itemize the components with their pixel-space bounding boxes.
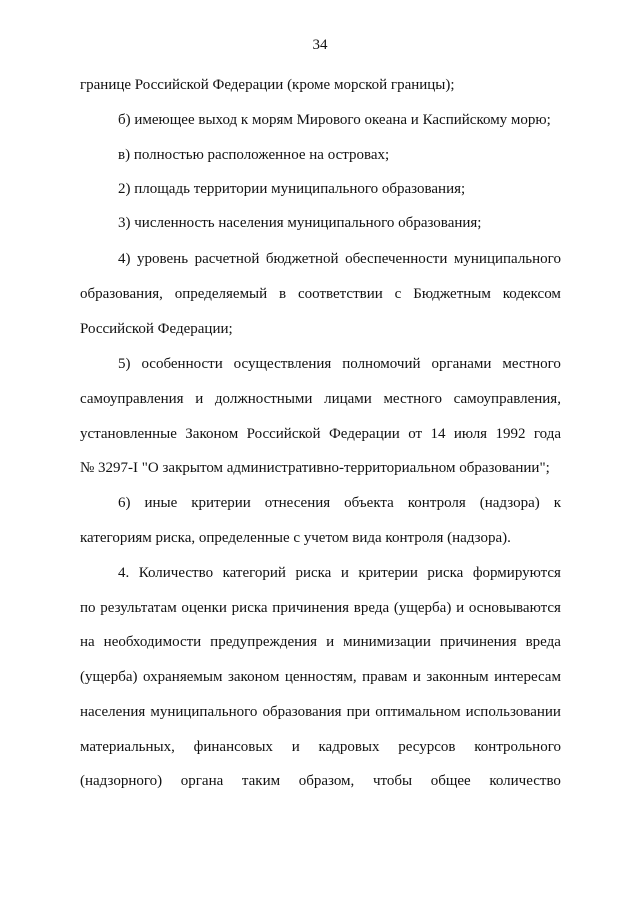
word: от (408, 426, 423, 442)
word: осуществления (233, 356, 332, 372)
word: образования, (80, 286, 163, 302)
word: таким (241, 773, 281, 789)
word: лицами (324, 391, 372, 407)
word: уровень (137, 251, 189, 267)
word: и (456, 600, 465, 616)
text-line: в) полностью расположенное на островах; (118, 147, 390, 163)
word: расчетной (194, 251, 260, 267)
word: 4. (118, 565, 130, 581)
word: критерии (358, 565, 418, 581)
word: кодексом (502, 286, 561, 302)
word: чтобы (372, 773, 413, 789)
word: образом, (298, 773, 355, 789)
text-line: 2) площадь территории муниципального образования; (118, 181, 466, 197)
word: и (340, 565, 349, 581)
word: категорий (222, 565, 286, 581)
word: (надзора) (479, 495, 540, 511)
word: полномочий (342, 356, 421, 372)
text-line: границе Российской Федерации (кроме морской границы); (80, 77, 455, 93)
word: предупреждения (210, 634, 318, 650)
text-line: Российской Федерации; (80, 321, 233, 337)
text-line: 3) численность населения муниципального образования; (118, 215, 482, 231)
text-line (118, 250, 561, 268)
word: Российской (246, 426, 321, 442)
word: по (80, 600, 96, 616)
word: образования (262, 704, 342, 720)
text-line (80, 599, 561, 617)
text-line (80, 285, 561, 303)
word: 14 (430, 426, 446, 442)
word: при (346, 704, 371, 720)
word: минимизации (343, 634, 431, 650)
word: финансовых (193, 739, 273, 755)
word: и (412, 669, 421, 685)
word: Бюджетным (413, 286, 491, 302)
word: особенности (141, 356, 223, 372)
word: оценки (181, 600, 227, 616)
text-line (80, 703, 561, 721)
word: и (326, 634, 335, 650)
word: населения (80, 704, 146, 720)
text-line (80, 633, 561, 651)
word: Количество (138, 565, 214, 581)
text-line: б) имеющее выход к морям Мирового океана и Каспийскому морю; (118, 112, 551, 128)
word: законным (426, 669, 489, 685)
word: с (394, 286, 402, 302)
text-line (80, 738, 561, 756)
word: года (533, 426, 561, 442)
word: установленные (80, 426, 177, 442)
word: Законом (185, 426, 239, 442)
word: июля (453, 426, 488, 442)
word: риска (231, 600, 268, 616)
word: контроля (407, 495, 466, 511)
word: вреда (353, 600, 390, 616)
text-line (118, 494, 561, 512)
word: (надзорного) (80, 773, 163, 789)
word: бюджетной (265, 251, 339, 267)
word: 5) (118, 356, 131, 372)
word: причинения (272, 600, 350, 616)
word: муниципального (150, 704, 258, 720)
word: причинения (439, 634, 517, 650)
word: соответствии (298, 286, 383, 302)
word: общее (430, 773, 471, 789)
word: охраняемым (143, 669, 223, 685)
text-line: категориям риска, определенные с учетом вида контроля (надзора). (80, 530, 511, 546)
word: Федерации (328, 426, 400, 442)
word: количество (489, 773, 561, 789)
word: (ущерба) (80, 669, 138, 685)
word: объекта (344, 495, 394, 511)
text-line (80, 425, 561, 443)
word: органами (431, 356, 492, 372)
word: 4) (118, 251, 131, 267)
text-line (80, 668, 561, 686)
word: риска (427, 565, 464, 581)
word: оптимальном (375, 704, 461, 720)
word: контрольного (474, 739, 561, 755)
word: интересам (494, 669, 561, 685)
word: самоуправления (80, 391, 184, 407)
word: должностными (214, 391, 313, 407)
word: правам (362, 669, 408, 685)
text-line (80, 772, 561, 790)
text-line (80, 390, 561, 408)
word: иные (144, 495, 178, 511)
text-line: № 3297-I "О закрытом административно-территориальном образовании"; (80, 460, 550, 476)
word: местного (383, 391, 442, 407)
text-line (118, 564, 561, 582)
word: кадровых (318, 739, 380, 755)
word: использовании (465, 704, 561, 720)
word: ресурсов (398, 739, 456, 755)
word: в (279, 286, 287, 302)
word: формируются (472, 565, 561, 581)
word: результатам (100, 600, 177, 616)
word: 1992 (495, 426, 526, 442)
word: необходимости (103, 634, 202, 650)
word: отнесения (264, 495, 331, 511)
word: критерии (191, 495, 251, 511)
page-number: 34 (312, 37, 328, 53)
word: муниципального (453, 251, 561, 267)
word: вреда (525, 634, 561, 650)
word: 6) (118, 495, 131, 511)
word: и (291, 739, 300, 755)
word: органа (180, 773, 224, 789)
word: основываются (468, 600, 561, 616)
word: к (553, 495, 561, 511)
word: самоуправления, (453, 391, 561, 407)
word: (ущерба) (393, 600, 452, 616)
word: ценностям, (284, 669, 357, 685)
word: законом (227, 669, 280, 685)
word: определяемый (174, 286, 268, 302)
word: и (195, 391, 204, 407)
word: риска (295, 565, 332, 581)
text-line (118, 355, 561, 373)
word: на (80, 634, 95, 650)
word: обеспеченности (345, 251, 448, 267)
word: местного (502, 356, 561, 372)
word: материальных, (80, 739, 175, 755)
